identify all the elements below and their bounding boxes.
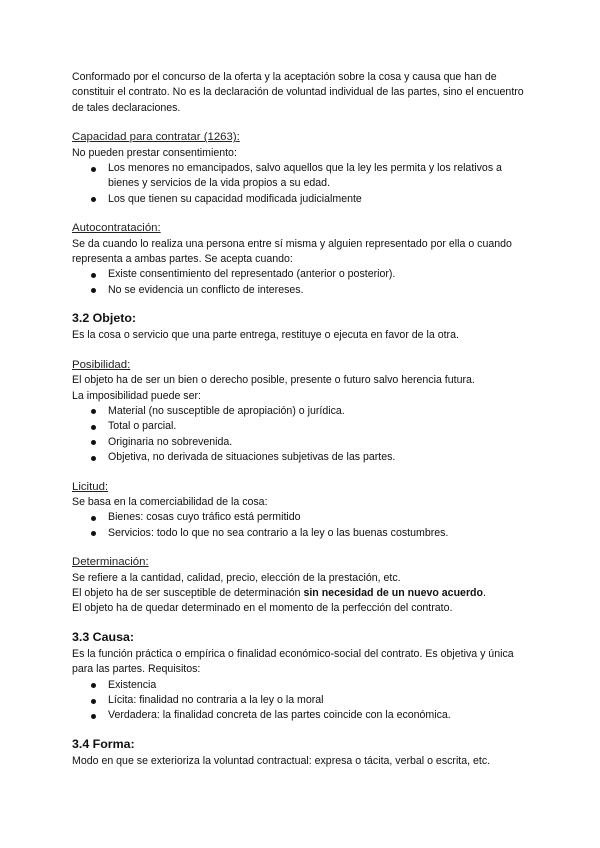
capacidad-list: [72, 161, 532, 207]
determinacion-line2-text: El objeto ha de ser susceptible de determinación: [72, 586, 304, 599]
determinacion-line2-bold: sin necesidad de un nuevo acuerdo: [303, 586, 484, 599]
causa-text: Es la función práctica o empírica o finalidad económico-social del contrato. Es objetiva y única para las partes. Requisitos:: [72, 647, 514, 676]
determinacion-line1: Se refiere a la cantidad, calidad, precio, elección de la prestación, etc.: [72, 571, 401, 584]
autocontratacion-list: [72, 267, 532, 298]
determinacion-line2: [72, 586, 532, 601]
posibilidad-list: [72, 404, 532, 466]
list-item: No se evidencia un conflicto de intereses.: [108, 283, 532, 298]
list-item: Existencia: [108, 678, 532, 693]
causa-heading: 3.3 Causa:: [72, 629, 134, 644]
licitud-text: Se basa en la comerciabilidad de la cosa:: [72, 495, 268, 508]
list-item: Verdadera: la finalidad concreta de las partes coincide con la económica.: [108, 708, 532, 723]
determinacion-line3: El objeto ha de quedar determinado en el momento de la perfección del contrato.: [72, 602, 453, 615]
capacidad-text: No pueden prestar consentimiento:: [72, 146, 237, 159]
document-content: [72, 70, 532, 769]
posibilidad-heading: Posibilidad:: [72, 358, 131, 371]
autocontratacion-text: Se da cuando lo realiza una persona entre sí misma y alguien representado por ella o cuando representa a ambas partes. Se acepta cuando:: [72, 237, 512, 266]
list-item: Bienes: cosas cuyo tráfico está permitido: [108, 510, 532, 525]
determinacion-heading: Determinación:: [72, 556, 149, 569]
licitud-list: [72, 510, 532, 541]
capacidad-heading: Capacidad para contratar (1263):: [72, 131, 240, 144]
autocontratacion-heading: Autocontratación:: [72, 222, 161, 235]
list-item: Los que tienen su capacidad modificada judicialmente: [108, 192, 532, 207]
list-item: Material (no susceptible de apropiación) o jurídica.: [108, 404, 532, 419]
list-item: Originaria no sobrevenida.: [108, 435, 532, 450]
posibilidad-line2: La imposibilidad puede ser:: [72, 389, 201, 402]
list-item: Lícita: finalidad no contraria a la ley o la moral: [108, 693, 532, 708]
objeto-heading: 3.2 Objeto:: [72, 311, 137, 326]
list-item: Existe consentimiento del representado (anterior o posterior).: [108, 267, 532, 282]
forma-heading: 3.4 Forma:: [72, 736, 135, 751]
forma-text: Modo en que se exterioriza la voluntad contractual: expresa o tácita, verbal o escrita, etc.: [72, 754, 491, 767]
causa-list: [72, 678, 532, 724]
list-item: Total o parcial.: [108, 419, 532, 434]
intro-paragraph: Conformado por el concurso de la oferta y la aceptación sobre la cosa y causa que han de constituir el contrato. No es la declaración de voluntad individual de las partes, sino el encuentro de tales declaraciones.: [72, 71, 524, 114]
posibilidad-line1: El objeto ha de ser un bien o derecho posible, presente o futuro salvo herencia futura.: [72, 374, 475, 387]
list-item: Servicios: todo lo que no sea contrario a la ley o las buenas costumbres.: [108, 526, 532, 541]
list-item: Objetiva, no derivada de situaciones subjetivas de las partes.: [108, 450, 532, 465]
licitud-heading: Licitud:: [72, 480, 109, 493]
objeto-text: Es la cosa o servicio que una parte entrega, restituye o ejecuta en favor de la otra.: [72, 329, 459, 342]
list-item: Los menores no emancipados, salvo aquellos que la ley les permita y los relativos a bienes y servicios de la vida propios a su edad.: [108, 161, 532, 192]
determinacion-line2-end: .: [483, 586, 486, 599]
